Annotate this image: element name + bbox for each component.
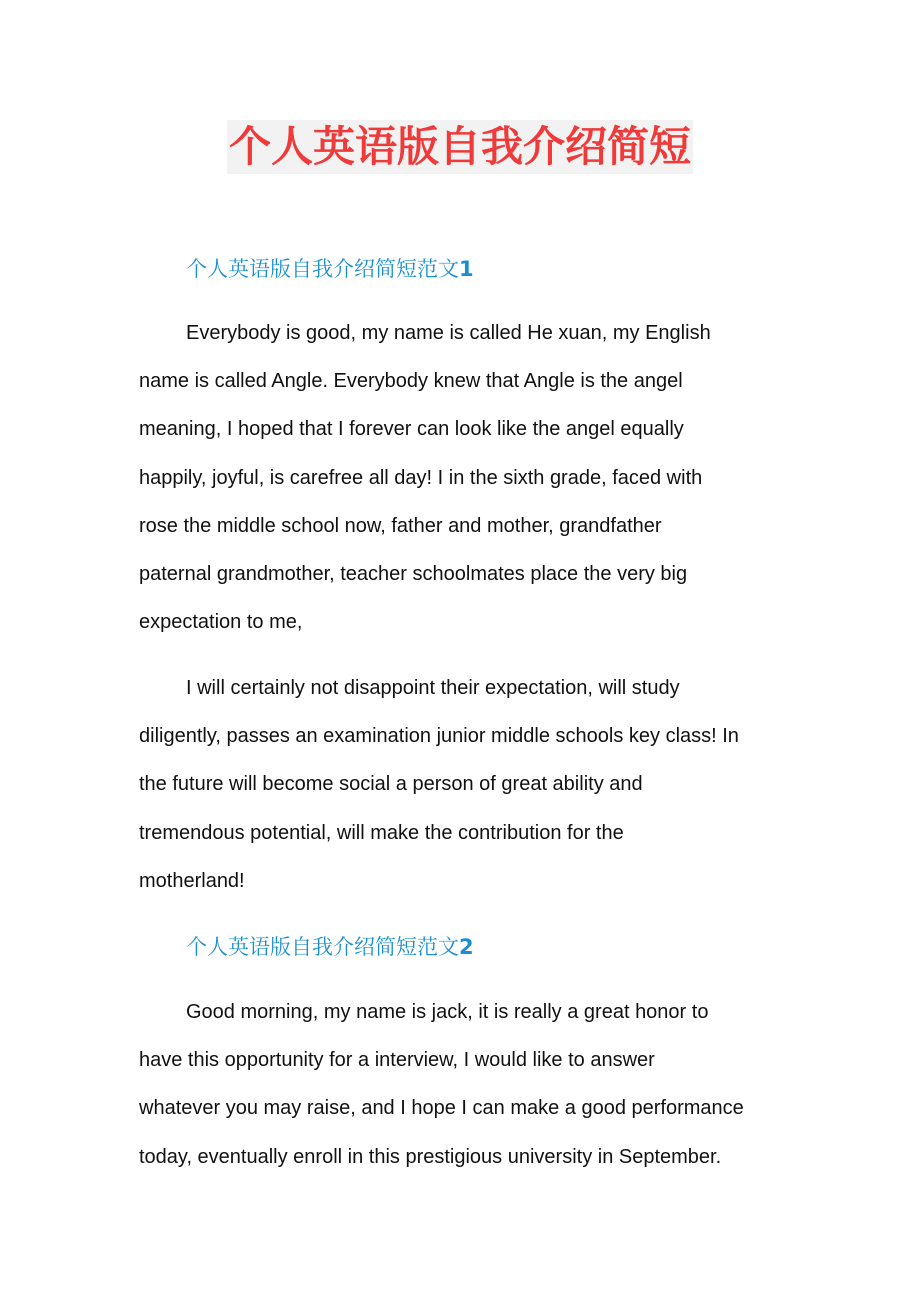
paragraph-line: have this opportunity for a interview, I would like to answer [139,1049,655,1072]
paragraph-line: paternal grandmother, teacher schoolmates place the very big [139,562,688,585]
paragraph-line: whatever you may raise, and I hope I can make a good performance [139,1097,744,1120]
section-heading-number: 2 [459,935,474,959]
paragraph [139,664,789,905]
section-heading-text: 个人英语版自我介绍简短范文 [186,257,459,281]
paragraph-line: meaning, I hoped that I forever can look like the angel equally [139,418,684,441]
paragraph-line: Everybody is good, my name is called He xuan, my English [186,322,711,344]
document-title: 个人英语版自我介绍简短 [227,120,693,174]
paragraph [139,309,789,646]
paragraph-line: the future will become social a person of great ability and [139,773,643,796]
paragraph-line: tremendous potential, will make the contribution for the [139,821,624,844]
paragraph-line: diligently, passes an examination junior middle schools key class! In [139,725,739,748]
section-heading-1 [186,254,474,284]
paragraph-line: motherland! [139,869,245,892]
title-container [0,120,920,174]
paragraph-line: expectation to me, [139,611,303,634]
section-heading-number: 1 [459,257,474,281]
section-heading-text: 个人英语版自我介绍简短范文 [186,935,459,959]
paragraph [139,988,789,1181]
paragraph-line: happily, joyful, is carefree all day! I in the sixth grade, faced with [139,466,703,489]
paragraph-line: rose the middle school now, father and mother, grandfather [139,514,662,537]
paragraph-line: today, eventually enroll in this prestigious university in September. [139,1145,722,1168]
paragraph-line: name is called Angle. Everybody knew that Angle is the angel [139,370,683,393]
paragraph-line: I will certainly not disappoint their expectation, will study [186,677,680,699]
paragraph-line: Good morning, my name is jack, it is really a great honor to [186,1001,709,1023]
section-heading-2 [186,932,474,962]
